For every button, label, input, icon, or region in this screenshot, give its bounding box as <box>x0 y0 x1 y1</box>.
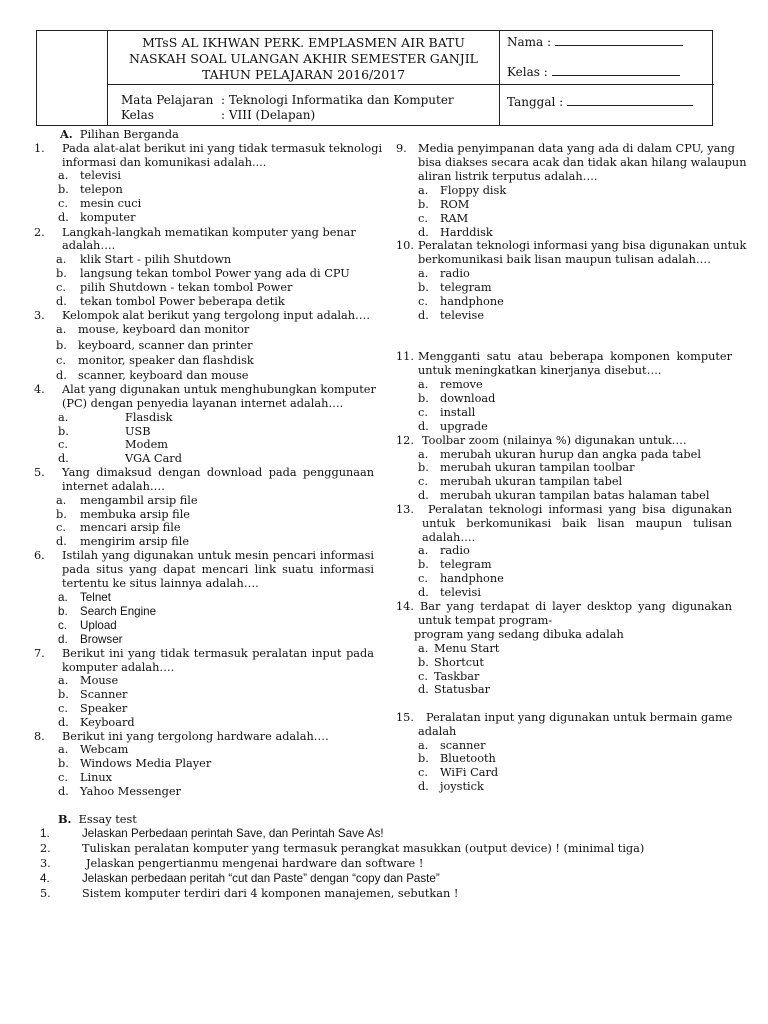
option-text: televise <box>440 309 485 322</box>
question-text: Langkah-langkah mematikan komputer yang benar <box>62 226 356 239</box>
option-letter: d. <box>418 683 429 696</box>
option-text: Mouse <box>80 674 119 687</box>
option-text: televisi <box>440 586 481 599</box>
option-letter: c. <box>56 281 66 294</box>
option-text: komputer <box>80 211 136 224</box>
option-text: handphone <box>440 572 504 585</box>
option-text: merubah ukuran tampilan tabel <box>440 475 623 488</box>
option-letter: b. <box>58 183 69 196</box>
question-number: 10. <box>396 239 414 252</box>
option-text: klik Start - pilih Shutdown <box>80 253 232 266</box>
option-text: televisi <box>80 169 121 182</box>
question-number: 4. <box>34 383 45 396</box>
option-text: Bluetooth <box>440 752 496 765</box>
option-text: mengirim arsip file <box>80 535 190 548</box>
option-letter: d. <box>58 785 69 798</box>
option-letter: b. <box>56 267 67 280</box>
option-text: merubah ukuran hurup dan angka pada tabel <box>440 448 701 461</box>
essay-text: Jelaskan Perbedaan perintah Save, dan Perintah Save As! <box>82 827 384 840</box>
question-text: Berikut ini yang tergolong hardware adalah…. <box>62 730 329 743</box>
name-field <box>507 33 683 50</box>
exam-title: NASKAH SOAL ULANGAN AKHIR SEMESTER GANJIL <box>129 51 478 66</box>
section-b-letter: B. <box>58 812 72 826</box>
question-text: Peralatan input yang digunakan untuk bermain game <box>426 711 733 724</box>
name-blank <box>555 33 683 46</box>
option-letter: b. <box>418 281 429 294</box>
option-letter: c. <box>58 438 68 451</box>
question-text: adalah…. <box>422 531 476 544</box>
question-number: 15. <box>396 711 414 724</box>
option-letter: a. <box>418 544 429 557</box>
question-text: Media penyimpanan data yang ada di dalam CPU, yang <box>418 142 735 155</box>
section-a-title: Pilihan Berganda <box>79 128 179 141</box>
option-text: Linux <box>80 771 113 784</box>
option-text: upgrade <box>440 420 488 433</box>
subject-value: : Teknologi Informatika dan Komputer <box>221 93 454 107</box>
option-text: USB <box>125 425 151 438</box>
option-text: Keyboard <box>80 716 135 729</box>
question-text: internet adalah…. <box>62 480 165 493</box>
essay-text: Tuliskan peralatan komputer yang termasuk perangkat masukkan (output device) ! (minimal tiga) <box>82 842 645 855</box>
option-letter: c. <box>418 212 428 225</box>
option-letter: a. <box>418 739 429 752</box>
question-text: tertentu ke situs lainnya adalah…. <box>62 577 259 590</box>
option-letter: c. <box>58 702 68 715</box>
option-letter: a. <box>58 743 69 756</box>
date-label: Tanggal : <box>507 95 564 109</box>
option-text: download <box>440 392 496 405</box>
option-text: Windows Media Player <box>80 757 212 770</box>
option-letter: d. <box>58 716 69 729</box>
question-number: 12. <box>396 434 414 447</box>
option-text: Taskbar <box>434 670 480 683</box>
name-label: Nama : <box>507 35 552 49</box>
section-b-heading <box>58 812 137 827</box>
question-number: 8. <box>34 730 45 743</box>
kelas-label: Kelas : <box>507 65 548 79</box>
option-letter: c. <box>56 354 66 367</box>
option-text: mengambil arsip file <box>80 494 198 507</box>
header-divider <box>499 31 500 125</box>
option-text: tekan tombol Power beberapa detik <box>80 295 285 308</box>
question-text: Toolbar zoom (nilainya %) digunakan untuk…. <box>422 434 687 447</box>
question-number: 3. <box>34 309 45 322</box>
question-text: Istilah yang digunakan untuk mesin pencari informasi <box>62 549 374 562</box>
option-text: RAM <box>440 212 469 225</box>
date-blank <box>567 93 693 106</box>
question-text: aliran listrik terputus adalah…. <box>418 170 598 183</box>
question-text: Pada alat-alat berikut ini yang tidak termasuk teknologi <box>62 142 383 155</box>
option-letter: c. <box>418 766 428 779</box>
question-number: 1. <box>34 142 45 155</box>
option-letter: a. <box>418 184 429 197</box>
option-text: telegram <box>440 558 492 571</box>
option-letter: d. <box>56 295 67 308</box>
section-b-title: Essay test <box>78 813 137 826</box>
option-letter: b. <box>56 339 67 352</box>
option-letter: c. <box>418 406 428 419</box>
option-text: monitor, speaker dan flashdisk <box>78 354 254 367</box>
option-text: Yahoo Messenger <box>80 785 181 798</box>
option-text: mencari arsip file <box>80 521 181 534</box>
option-letter: b. <box>58 605 68 618</box>
option-letter: b. <box>58 688 69 701</box>
question-number: 11. <box>396 350 414 363</box>
essay-number: 4. <box>40 872 50 885</box>
option-letter: d. <box>418 780 429 793</box>
option-text: merubah ukuran tampilan toolbar <box>440 461 635 474</box>
section-a-letter: A. <box>60 127 73 141</box>
option-letter: b. <box>418 558 429 571</box>
option-letter: b. <box>418 461 429 474</box>
option-text: Speaker <box>80 702 128 715</box>
option-text: Statusbar <box>434 683 490 696</box>
question-text: untuk meningkatkan kinerjanya disebut…. <box>418 364 662 377</box>
option-letter: b. <box>418 752 429 765</box>
option-letter: d. <box>418 586 429 599</box>
option-letter: d. <box>56 369 67 382</box>
option-text: keyboard, scanner dan printer <box>78 339 253 352</box>
option-text: langsung tekan tombol Power yang ada di CPU <box>80 267 350 280</box>
question-text: (PC) dengan penyedia layanan internet adalah…. <box>62 397 344 410</box>
option-letter: a. <box>56 494 67 507</box>
school-year: TAHUN PELAJARAN 2016/2017 <box>201 67 406 82</box>
question-number: 7. <box>34 647 45 660</box>
option-text: membuka arsip file <box>80 508 190 521</box>
option-letter: a. <box>56 253 67 266</box>
essay-text: Sistem komputer terdiri dari 4 komponen manajemen, sebutkan ! <box>82 887 459 900</box>
option-letter: b. <box>418 656 429 669</box>
option-letter: b. <box>58 757 69 770</box>
option-letter: c. <box>58 197 68 210</box>
option-text: Scanner <box>80 688 128 701</box>
question-text: adalah…. <box>62 239 116 252</box>
option-letter: c. <box>418 572 428 585</box>
exam-header <box>36 30 713 126</box>
option-text: radio <box>440 267 470 280</box>
option-text: telegram <box>440 281 492 294</box>
option-text: joystick <box>440 780 484 793</box>
question-text: Peralatan teknologi informasi yang bisa digunakan <box>428 503 732 516</box>
question-text: untuk berkomunikasi baik lisan maupun tulisan <box>422 517 732 530</box>
question-number: 13. <box>396 503 414 516</box>
option-text: pilih Shutdown - tekan tombol Power <box>80 281 293 294</box>
question-number: 9. <box>396 142 407 155</box>
question-text: untuk tempat program- <box>418 614 553 627</box>
question-number: 2. <box>34 226 45 239</box>
option-letter: d. <box>418 420 429 433</box>
question-text: Alat yang digunakan untuk menghubungkan komputer <box>62 383 376 396</box>
option-text: install <box>440 406 476 419</box>
question-text: Peralatan teknologi informasi yang bisa digunakan untuk <box>418 239 747 252</box>
option-letter: c. <box>418 670 428 683</box>
question-number: 14. <box>396 600 414 613</box>
option-letter: d. <box>418 309 429 322</box>
subject-label: Mata Pelajaran <box>121 93 214 107</box>
question-number: 6. <box>34 549 45 562</box>
option-letter: c. <box>56 521 66 534</box>
option-text: mesin cuci <box>80 197 142 210</box>
option-letter: d. <box>58 633 68 646</box>
option-text: handphone <box>440 295 504 308</box>
option-letter: d. <box>418 226 429 239</box>
option-letter: c. <box>418 475 428 488</box>
option-text: VGA Card <box>125 452 182 465</box>
question-text: Berikut ini yang tidak termasuk peralatan input pada <box>62 647 374 660</box>
option-letter: b. <box>418 392 429 405</box>
option-letter: c. <box>58 619 68 632</box>
option-letter: b. <box>418 198 429 211</box>
option-letter: a. <box>418 267 429 280</box>
option-text: WiFi Card <box>440 766 499 779</box>
option-text: Modem <box>125 438 168 451</box>
option-text: scanner, keyboard dan mouse <box>78 369 249 382</box>
option-letter: a. <box>418 378 429 391</box>
option-text: Menu Start <box>434 642 500 655</box>
option-letter: a. <box>58 591 68 604</box>
option-text: Webcam <box>80 743 129 756</box>
class-label: Kelas <box>121 108 154 122</box>
option-text: Harddisk <box>440 226 493 239</box>
option-letter: b. <box>56 508 67 521</box>
question-text: adalah <box>418 725 457 738</box>
question-text: pada situs yang dapat mencari link suatu informasi <box>62 563 374 576</box>
option-letter: d. <box>56 535 67 548</box>
option-letter: a. <box>58 411 69 424</box>
option-letter: b. <box>58 425 69 438</box>
option-text: Search Engine <box>80 605 157 618</box>
essay-text: Jelaskan perbedaan peritah “cut dan Paste” dengan “copy dan Paste” <box>82 872 440 885</box>
essay-number: 2. <box>40 842 51 855</box>
option-letter: a. <box>58 674 69 687</box>
question-text: program yang sedang dibuka adalah <box>414 628 624 641</box>
option-text: merubah ukuran tampilan batas halaman tabel <box>440 489 710 502</box>
question-text: Mengganti satu atau beberapa komponen komputer <box>418 350 732 363</box>
option-text: remove <box>440 378 483 391</box>
class-value: : VIII (Delapan) <box>221 108 316 122</box>
option-text: Shortcut <box>434 656 484 669</box>
option-text: ROM <box>440 198 470 211</box>
essay-number: 3. <box>40 857 51 870</box>
question-text: informasi dan komunikasi adalah.... <box>62 156 267 169</box>
option-text: scanner <box>440 739 486 752</box>
option-letter: d. <box>418 489 429 502</box>
kelas-field <box>507 63 680 80</box>
option-letter: a. <box>418 448 429 461</box>
option-text: Upload <box>80 619 117 632</box>
option-letter: c. <box>418 295 428 308</box>
section-a-heading <box>60 127 179 142</box>
question-text: Yang dimaksud dengan download pada penggunaan <box>62 466 374 479</box>
question-text: berkomunikasi baik lisan maupun tulisan adalah…. <box>418 253 711 266</box>
option-letter: a. <box>418 642 429 655</box>
option-letter: d. <box>58 452 69 465</box>
essay-number: 1. <box>40 827 50 840</box>
option-letter: a. <box>58 169 69 182</box>
date-field <box>507 93 693 110</box>
option-letter: d. <box>58 211 69 224</box>
question-text: Kelompok alat berikut yang tergolong input adalah…. <box>62 309 370 322</box>
essay-text: Jelaskan pengertianmu mengenai hardware dan software ! <box>86 857 424 870</box>
question-number: 5. <box>34 466 45 479</box>
option-text: Flasdisk <box>125 411 173 424</box>
essay-number: 5. <box>40 887 51 900</box>
question-text: komputer adalah…. <box>62 661 175 674</box>
option-text: Telnet <box>80 591 111 604</box>
question-text: Bar yang terdapat di layer desktop yang digunakan <box>420 600 732 613</box>
option-text: telepon <box>80 183 123 196</box>
header-divider <box>107 84 714 85</box>
option-text: Browser <box>80 633 123 646</box>
kelas-blank <box>552 63 680 76</box>
option-letter: c. <box>58 771 68 784</box>
option-letter: a. <box>56 323 67 336</box>
school-name: MTsS AL IKHWAN PERK. EMPLASMEN AIR BATU <box>142 35 465 50</box>
option-text: Floppy disk <box>440 184 507 197</box>
option-text: mouse, keyboard dan monitor <box>78 323 250 336</box>
option-text: radio <box>440 544 470 557</box>
question-text: bisa diakses secara acak dan tidak akan hilang walaupun <box>418 156 747 169</box>
